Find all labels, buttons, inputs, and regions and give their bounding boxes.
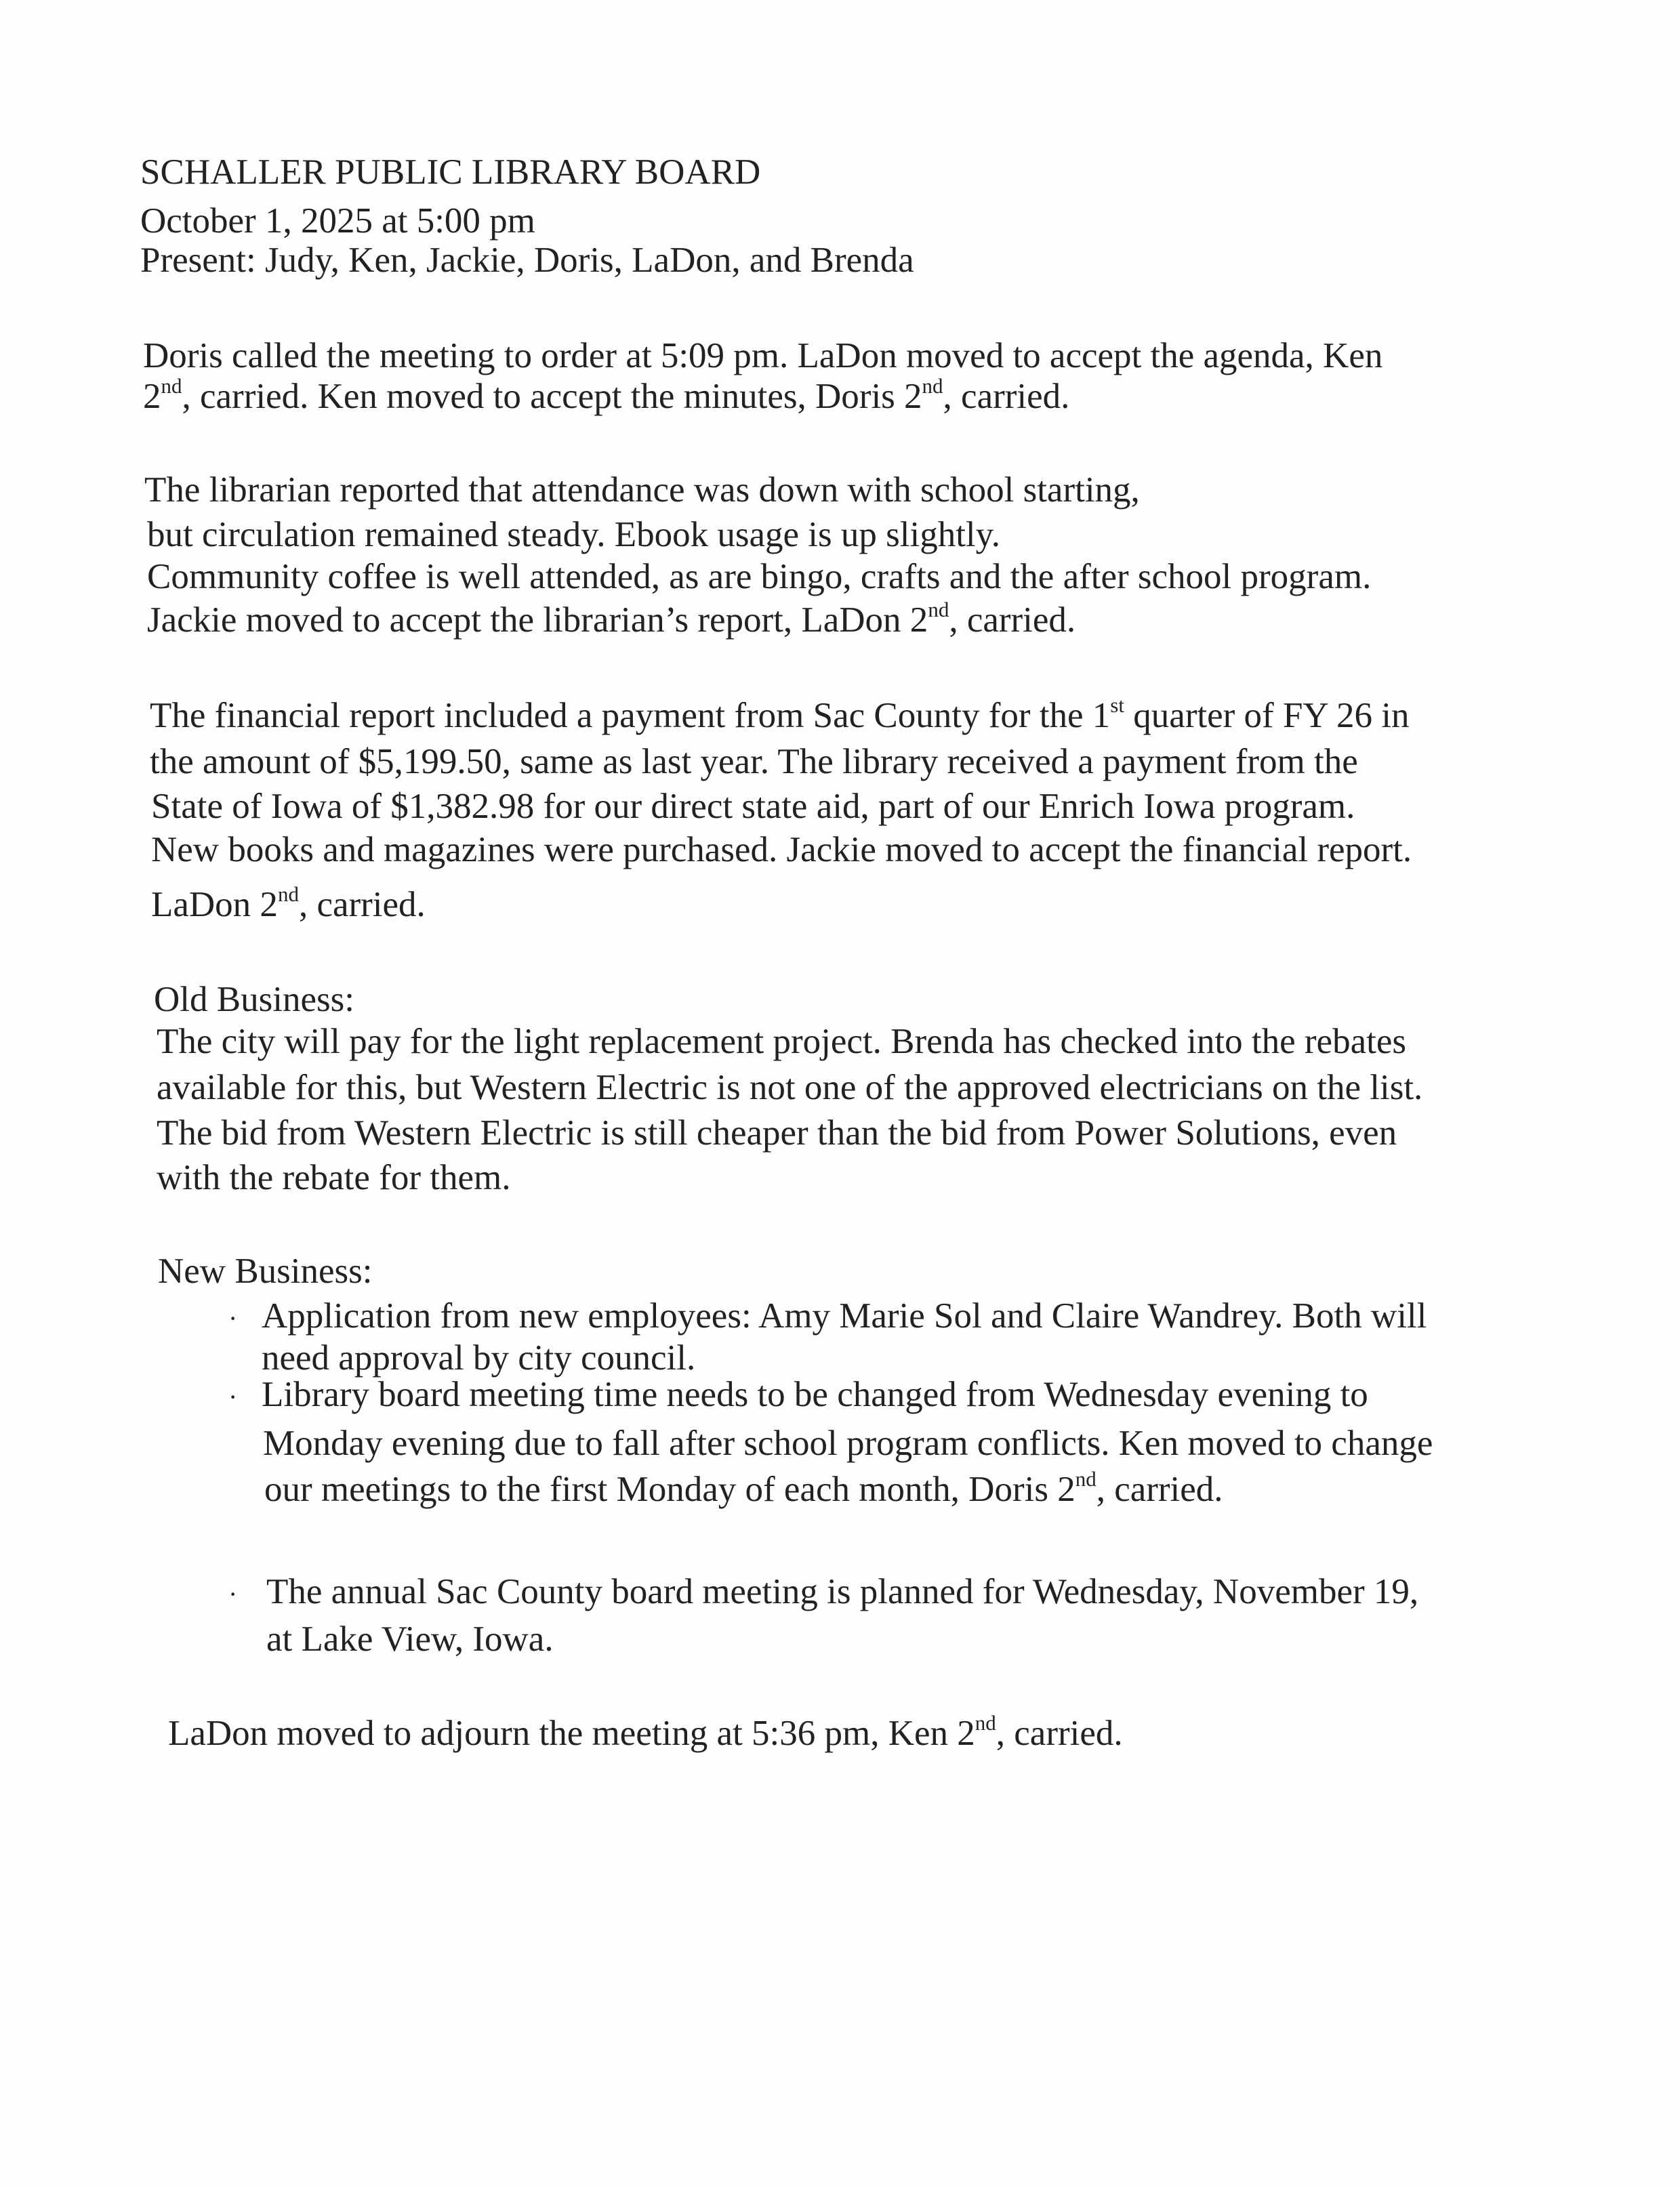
minutes-line [158, 1254, 373, 1289]
text-run: Doris called the meeting to order at 5:09 pm. LaDon moved to accept the agenda, Ken [143, 336, 1383, 375]
minutes-line [143, 374, 1070, 416]
superscript: nd [1075, 1467, 1097, 1491]
superscript: nd [161, 374, 182, 398]
meeting-date: October 1, 2025 at 5:00 pm [140, 201, 535, 241]
superscript: nd [928, 598, 949, 621]
minutes-line [147, 559, 1371, 595]
minutes-line [143, 338, 1382, 374]
text-run: but circulation remained steady. Ebook usage is up slightly. [147, 515, 1000, 554]
minutes-line [266, 1619, 554, 1659]
minutes-line [157, 1024, 1406, 1060]
text-run: The city will pay for the light replacement project. Brenda has checked into the rebates [157, 1022, 1406, 1061]
text-run: The financial report included a payment from Sac County for the 1 [150, 696, 1111, 735]
minutes-line [262, 1377, 1368, 1413]
attendees: Present: Judy, Ken, Jackie, Doris, LaDon, and Brenda [140, 241, 914, 280]
minutes-line [157, 1115, 1397, 1151]
text-run: available for this, but Western Electric is not one of the approved electricians on the list. [157, 1068, 1423, 1107]
text-run: LaDon 2 [151, 885, 278, 924]
superscript: st [1110, 693, 1124, 717]
text-run: Application from new employees: Amy Marie Sol and Claire Wandrey. Both will [262, 1296, 1427, 1336]
superscript: nd [975, 1711, 996, 1735]
bullet-icon: · [228, 1382, 238, 1412]
document-title: SCHALLER PUBLIC LIBRARY BOARD [140, 152, 761, 192]
text-run: Community coffee is well attended, as are bingo, crafts and the after school program. [147, 557, 1372, 596]
bullet-icon: · [228, 1303, 238, 1334]
text-run: The librarian reported that attendance was down with school starting, [144, 470, 1140, 510]
minutes-line [150, 693, 1410, 735]
minutes-line [157, 1160, 510, 1196]
text-run: , carried. [1096, 1470, 1223, 1509]
text-run: , carried. [996, 1714, 1123, 1753]
text-run: The bid from Western Electric is still cheaper than the bid from Power Solutions, even [157, 1113, 1397, 1153]
text-run: need approval by city council. [262, 1338, 696, 1378]
text-run: New books and magazines were purchased. Jackie moved to accept the financial report. [151, 830, 1412, 869]
text-run: State of Iowa of $1,382.98 for our direct state aid, part of our Enrich Iowa program. [151, 787, 1355, 826]
minutes-line [147, 517, 1000, 553]
minutes-line [262, 1298, 1427, 1334]
text-run: , carried. [298, 885, 426, 924]
minutes-line [157, 1070, 1422, 1106]
minutes-line [262, 1340, 695, 1376]
text-run: Library board meeting time needs to be changed from Wednesday evening to [262, 1375, 1368, 1414]
minutes-line [151, 789, 1355, 825]
minutes-line [147, 598, 1076, 640]
text-run: Old Business: [154, 980, 354, 1019]
minutes-line [264, 1467, 1223, 1509]
minutes-line [150, 744, 1358, 780]
text-run: the amount of $5,199.50, same as last year. The library received a payment from the [150, 742, 1358, 781]
minutes-line [151, 882, 426, 924]
text-run: The annual Sac County board meeting is planned for Wednesday, November 19, [266, 1572, 1419, 1611]
text-run: our meetings to the first Monday of each month, Doris 2 [264, 1470, 1075, 1509]
superscript: nd [922, 374, 943, 398]
minutes-line [144, 472, 1140, 508]
minutes-line [151, 832, 1412, 868]
text-run: quarter of FY 26 in [1124, 696, 1410, 735]
text-run: , carried. Ken moved to accept the minutes, Doris 2 [182, 377, 922, 416]
text-run: Jackie moved to accept the librarian’s report, LaDon 2 [147, 600, 928, 640]
text-run: , carried. [949, 600, 1076, 640]
text-run: , carried. [943, 377, 1070, 416]
text-run: LaDon moved to adjourn the meeting at 5:36 pm, Ken 2 [168, 1714, 975, 1753]
text-run: at Lake View, Iowa. [266, 1619, 554, 1659]
text-run: with the rebate for them. [157, 1158, 511, 1197]
superscript: nd [277, 882, 299, 906]
text-run: Monday evening due to fall after school program conflicts. Ken moved to change [263, 1424, 1433, 1463]
minutes-line [168, 1711, 1123, 1753]
minutes-line [266, 1574, 1418, 1610]
bullet-icon: · [228, 1579, 238, 1609]
minutes-line [263, 1426, 1433, 1462]
text-run: New Business: [158, 1252, 373, 1291]
text-run: 2 [143, 377, 161, 416]
minutes-line [154, 982, 354, 1018]
